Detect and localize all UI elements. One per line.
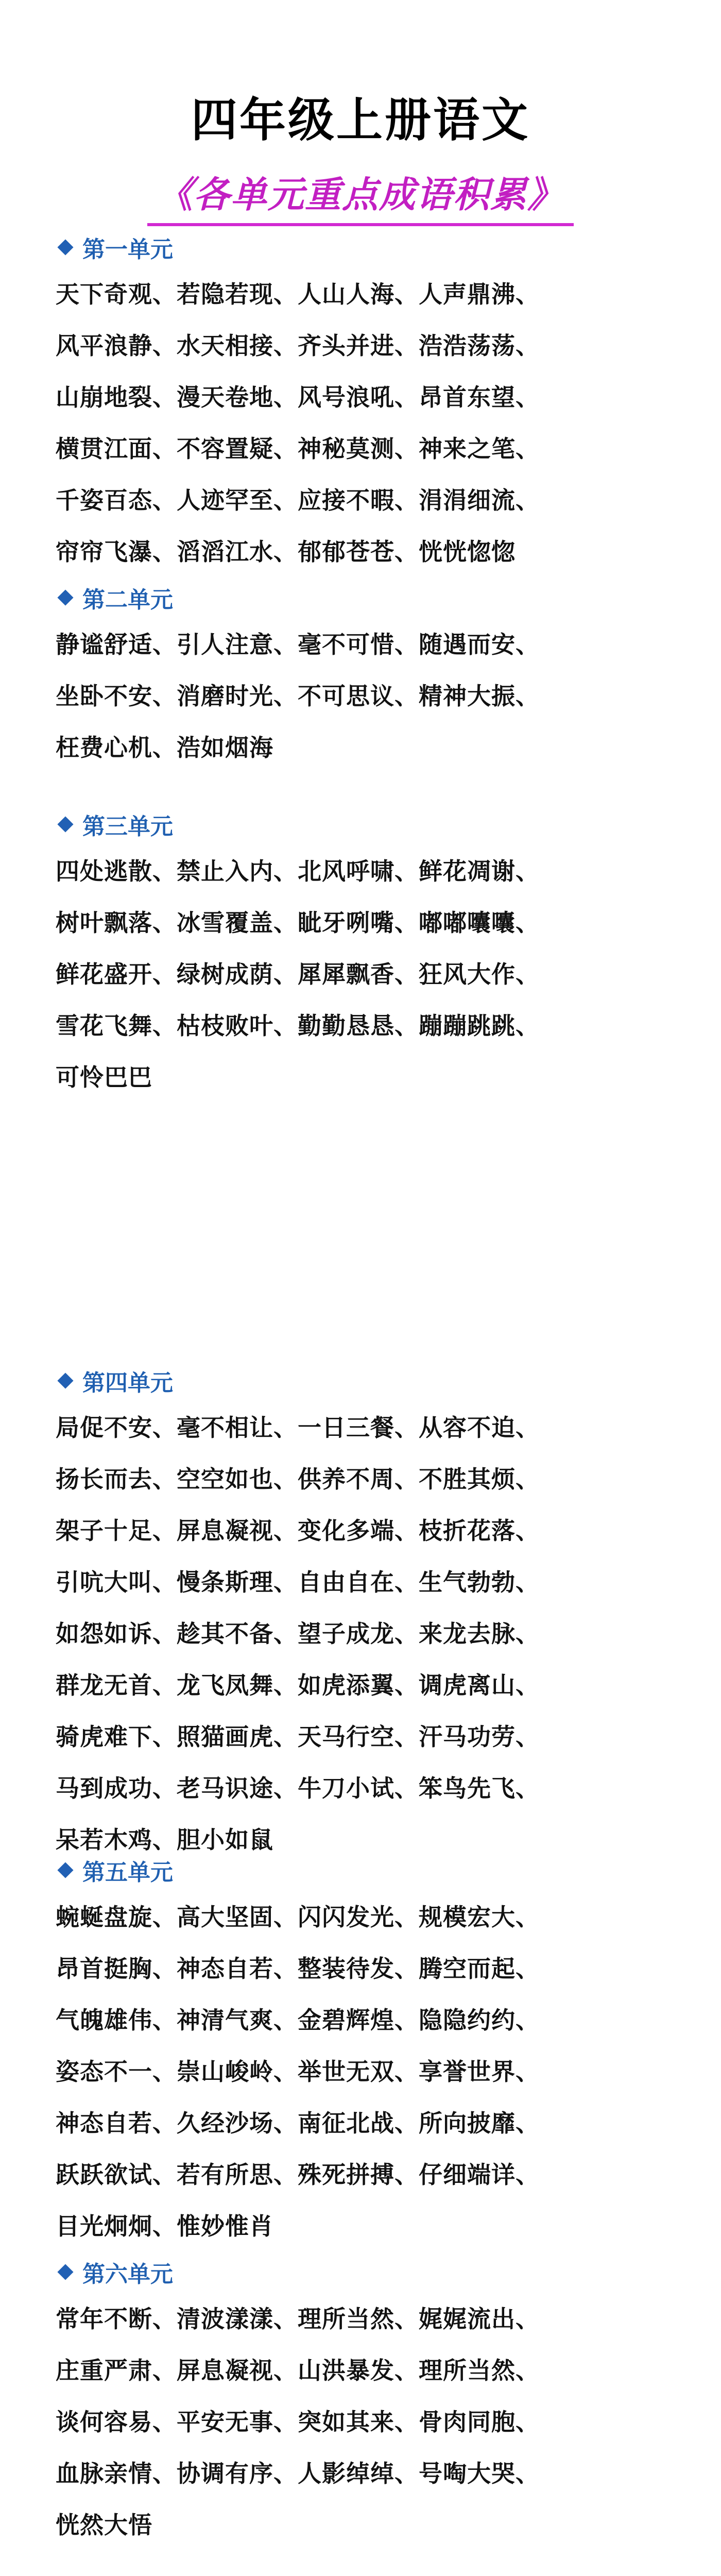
idiom-line: 风平浪静、水天相接、齐头并进、浩浩荡荡、 [56, 332, 540, 360]
idiom-line: 扬长而去、空空如也、供养不周、不胜其烦、 [56, 1465, 540, 1493]
idiom-line: 如怨如诉、趁其不备、望子成龙、来龙去脉、 [56, 1620, 540, 1648]
idiom-line: 神态自若、久经沙场、南征北战、所向披靡、 [56, 2109, 540, 2137]
section-unit-5 [56, 1852, 689, 2252]
section-title: 第五单元 [82, 1859, 173, 1886]
idiom-line: 骑虎难下、照猫画虎、天马行空、汗马功劳、 [56, 1723, 540, 1751]
subtitle-wrap [0, 166, 721, 226]
idiom-line: 树叶飘落、冰雪覆盖、眦牙咧嘴、嘟嘟囔囔、 [56, 909, 540, 937]
idiom-line: 鲜花盛开、绿树成荫、犀犀飘香、狂风大作、 [56, 960, 540, 988]
section-unit-1 [56, 229, 689, 578]
section-title: 第四单元 [82, 1370, 173, 1396]
idiom-list [56, 2293, 689, 2551]
idiom-line: 横贯江面、不容置疑、神秘莫测、神来之笔、 [56, 435, 540, 463]
section-heading [56, 806, 689, 842]
diamond-bullet-icon [57, 1862, 73, 1878]
idiom-line: 天下奇观、若隐若现、人山人海、人声鼎沸、 [56, 280, 540, 308]
idiom-line: 静谧舒适、引人注意、毫不可惜、随遇而安、 [56, 631, 540, 658]
idiom-line: 蜿蜒盘旋、高大坚固、闪闪发光、规模宏大、 [56, 1903, 540, 1931]
idiom-line: 架子十足、屏息凝视、变化多端、枝折花落、 [56, 1517, 540, 1545]
idiom-line: 呆若木鸡、胆小如鼠 [56, 1826, 273, 1854]
section-unit-3 [56, 806, 689, 1103]
diamond-bullet-icon [57, 239, 73, 255]
section-title: 第六单元 [82, 2261, 173, 2287]
section-title: 第二单元 [82, 587, 173, 613]
idiom-line: 群龙无首、龙飞凤舞、如虎添翼、调虎离山、 [56, 1671, 540, 1699]
idiom-line: 跃跃欲试、若有所思、殊死拼搏、仔细端详、 [56, 2161, 540, 2189]
idiom-line: 姿态不一、崇山峻岭、举世无双、享誉世界、 [56, 2058, 540, 2086]
idiom-line: 千姿百态、人迹罕至、应接不暇、涓涓细流、 [56, 486, 540, 514]
idiom-list [56, 619, 689, 773]
section-heading [56, 2254, 689, 2290]
idiom-line: 目光炯炯、惟妙惟肖 [56, 2212, 273, 2240]
section-heading [56, 1363, 689, 1399]
idiom-line: 血脉亲情、协调有序、人影绰绰、号啕大哭、 [56, 2460, 540, 2487]
idiom-line: 引吭大叫、慢条斯理、自由自在、生气勃勃、 [56, 1568, 540, 1596]
section-title: 第三单元 [82, 814, 173, 840]
idiom-list [56, 845, 689, 1103]
idiom-line: 局促不安、毫不相让、一日三餐、从容不迫、 [56, 1414, 540, 1442]
section-unit-4 [56, 1363, 689, 1866]
idiom-list [56, 1891, 689, 2252]
diamond-bullet-icon [57, 589, 73, 605]
idiom-line: 雪花飞舞、枯枝败叶、勤勤恳恳、蹦蹦跳跳、 [56, 1012, 540, 1040]
idiom-line: 庄重严肃、屏息凝视、山洪暴发、理所当然、 [56, 2357, 540, 2384]
section-unit-6 [56, 2254, 689, 2551]
section-unit-2 [56, 580, 689, 773]
diamond-bullet-icon [57, 1372, 73, 1388]
idiom-line: 马到成功、老马识途、牛刀小试、笨鸟先飞、 [56, 1774, 540, 1802]
idiom-line: 常年不断、清波漾漾、理所当然、娓娓流出、 [56, 2305, 540, 2333]
idiom-line: 恍然大悟 [56, 2511, 152, 2539]
idiom-list [56, 1402, 689, 1866]
section-heading [56, 580, 689, 616]
idiom-line: 昂首挺胸、神态自若、整装待发、腾空而起、 [56, 1955, 540, 1982]
idiom-line: 气魄雄伟、神清气爽、金碧辉煌、隐隐约约、 [56, 2006, 540, 2034]
idiom-line: 坐卧不安、消磨时光、不可思议、精神大振、 [56, 682, 540, 710]
idiom-line: 四处逃散、禁止入内、北风呼啸、鲜花凋谢、 [56, 857, 540, 885]
idiom-list [56, 268, 689, 578]
idiom-line: 谈何容易、平安无事、突如其来、骨肉同胞、 [56, 2408, 540, 2436]
section-heading [56, 229, 689, 265]
diamond-bullet-icon [57, 2264, 73, 2280]
diamond-bullet-icon [57, 816, 73, 832]
idiom-line: 帘帘飞瀑、滔滔江水、郁郁苍苍、恍恍惚惚 [56, 538, 516, 566]
idiom-line: 可怜巴巴 [56, 1063, 152, 1091]
idiom-line: 枉费心机、浩如烟海 [56, 734, 273, 761]
section-title: 第一单元 [82, 236, 173, 263]
idiom-line: 山崩地裂、漫天卷地、风号浪吼、昂首东望、 [56, 383, 540, 411]
page-subtitle: 《各单元重点成语积累》 [147, 166, 574, 226]
section-heading [56, 1852, 689, 1888]
page-title: 四年级上册语文 [191, 93, 530, 147]
